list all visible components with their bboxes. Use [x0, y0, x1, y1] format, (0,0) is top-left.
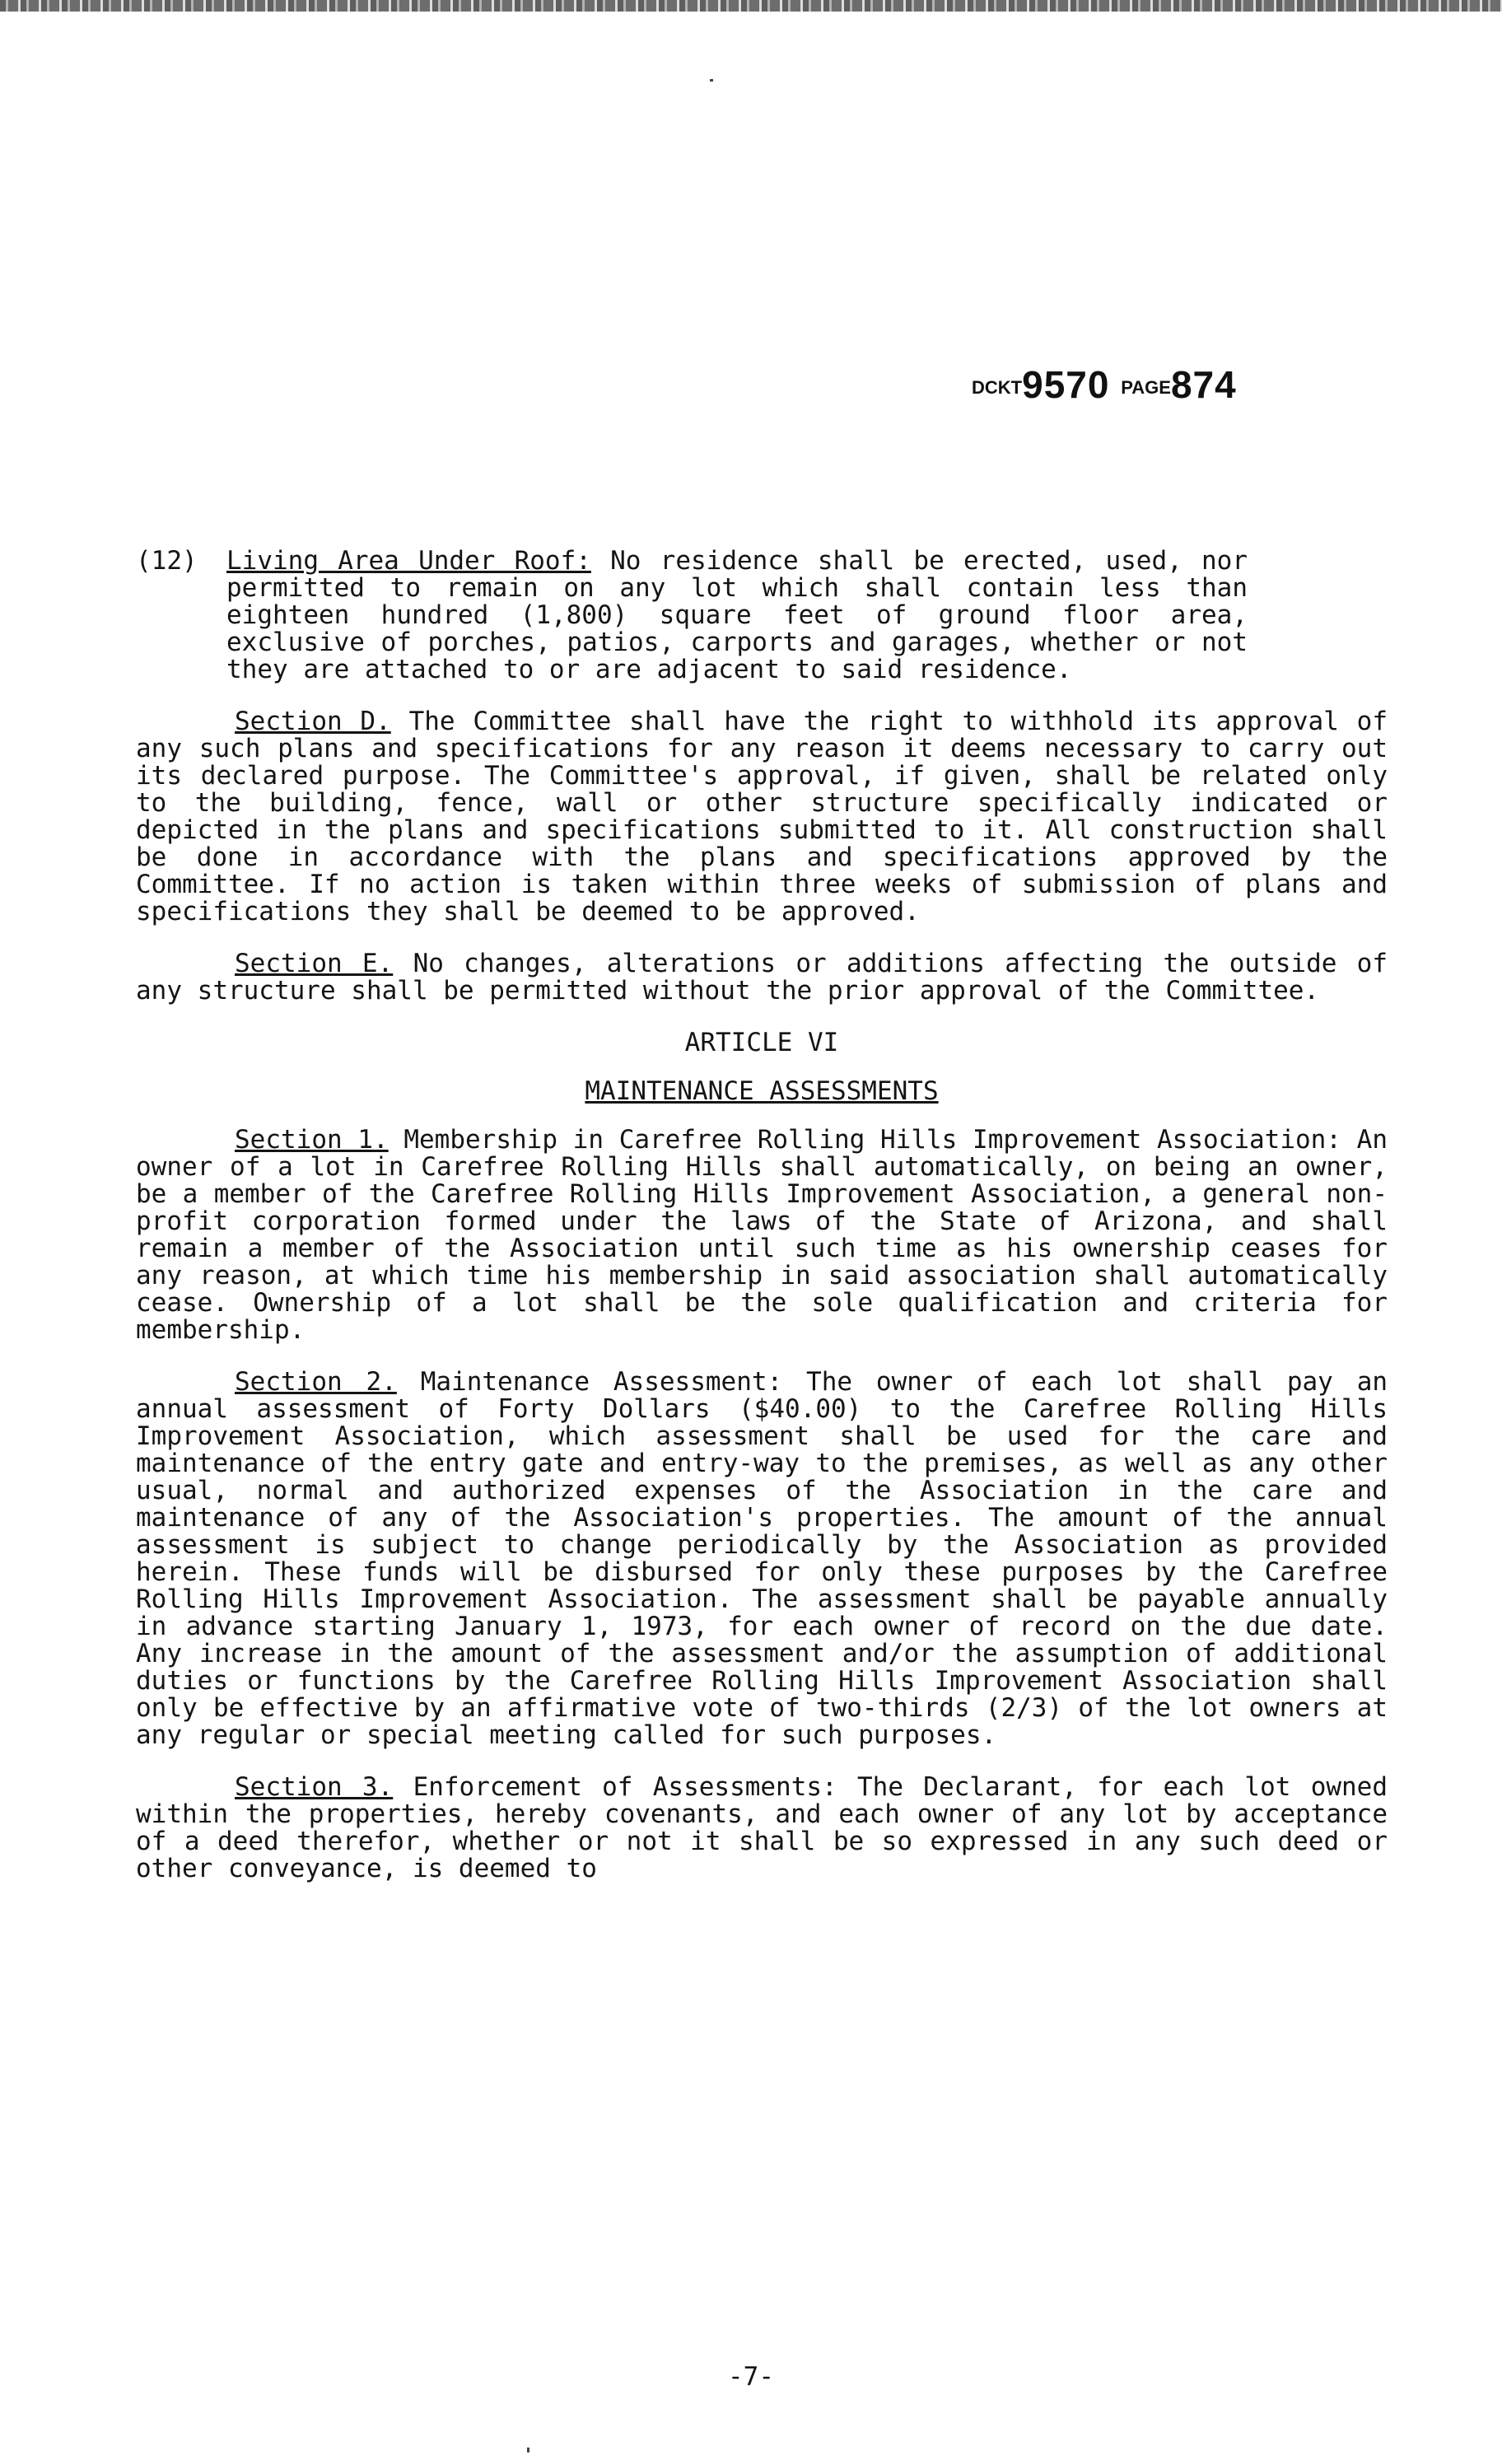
item-title: Living Area Under Roof: [226, 546, 591, 576]
footer-page-number: -7- [728, 2362, 774, 2392]
page-number-stamp: 874 [1170, 363, 1237, 406]
book-prefix: DCKT [972, 376, 1023, 398]
section-3 [136, 1774, 1388, 1883]
scan-speck [710, 79, 713, 82]
item-number: (12) [136, 546, 198, 576]
section-1-text: An owner of a lot in Carefree Rolling Hills shall automatically, on being an owner, be a member of the Carefree Rolling Hills Improvement Association, a general non-profit corporation formed under the laws of the State of Arizona, and shall remain a member of the Association until such time as his ownership ceases for any reason, at which time his membership in said association shall automatically cease. Ownership of a lot shall be the sole qualification and criteria for membership. [136, 1125, 1388, 1345]
section-2 [136, 1369, 1388, 1749]
section-2-label: Section 2. [235, 1367, 397, 1397]
item-12 [136, 548, 1388, 684]
item-12-body [226, 548, 1388, 684]
section-e-label: Section E. [235, 949, 394, 978]
book-number: 9570 [1022, 363, 1110, 406]
section-1-title: Membership in Carefree Rolling Hills Improvement Association: [403, 1125, 1341, 1155]
section-3-text: The Declarant, for each lot owned within the properties, hereby covenants, and each owner of any lot by acceptance of a deed therefor, whether or not it shall be so expressed in any such deed or other conveyance, is deemed to [136, 1772, 1388, 1883]
section-d-text: The Committee shall have the right to withhold its approval of any such plans and specifications for any reason it deems necessary to carry out its declared purpose. The Committee's approval, if given, shall be related only to the building, fence, wall or other structure specifically indicated or depicted in the plans and specifications submitted to it. All construction shall be done in accordance with the plans and specifications approved by the Committee. If no action is taken within three weeks of submission of plans and specifications they shall be deemed to be approved. [136, 707, 1388, 926]
section-e-text: No changes, alterations or additions affecting the outside of any structure shall be permitted without the prior approval of the Committee. [136, 949, 1388, 1006]
scan-speck [527, 2448, 529, 2452]
section-d [136, 708, 1388, 926]
scan-edge-noise [0, 0, 1502, 12]
section-1-label: Section 1. [235, 1125, 389, 1155]
section-1 [136, 1127, 1388, 1344]
section-2-text: The owner of each lot shall pay an annual assessment of Forty Dollars ($40.00) to the Carefree Rolling Hills Improvement Association, which assessment shall be used for the care and maintenance of the entry gate and entry-way to the premises, as well as any other usual, normal and authorized expenses of the Association in the care and maintenance of any of the Association's properties. The amount of the annual assessment is subject to change periodically by the Association as provided herein. These funds will be disbursed for only these purposes by the Carefree Rolling Hills Improvement Association. The assessment shall be payable annually in advance starting January 1, 1973, for each owner of record on the due date. Any increase in the amount of the assessment and/or the assumption of additional duties or functions by the Carefree Rolling Hills Improvement Association shall only be effective by an affirmative vote of two-thirds (2/3) of the lot owners at any regular or special meeting called for such purposes. [136, 1367, 1388, 1750]
book-page-stamp [972, 362, 1237, 407]
section-3-label: Section 3. [235, 1772, 394, 1802]
section-3-title: Enforcement of Assessments: [413, 1772, 837, 1802]
section-d-label: Section D. [235, 707, 391, 736]
section-2-title: Maintenance Assessment: [420, 1367, 783, 1397]
article-heading: ARTICLE VI [684, 1028, 839, 1057]
page-prefix: PAGE [1121, 376, 1171, 398]
item-text: No residence shall be erected, used, nor permitted to remain on any lot which shall contain less than eighteen hundred (1,800) square feet of ground floor area, exclusive of porches, patios, carports and garages, whether or not they are attached to or are adjacent to said residence. [226, 546, 1248, 684]
document-body [136, 548, 1388, 1907]
article-subheading: MAINTENANCE ASSESSMENTS [585, 1076, 939, 1106]
section-e [136, 950, 1388, 1005]
